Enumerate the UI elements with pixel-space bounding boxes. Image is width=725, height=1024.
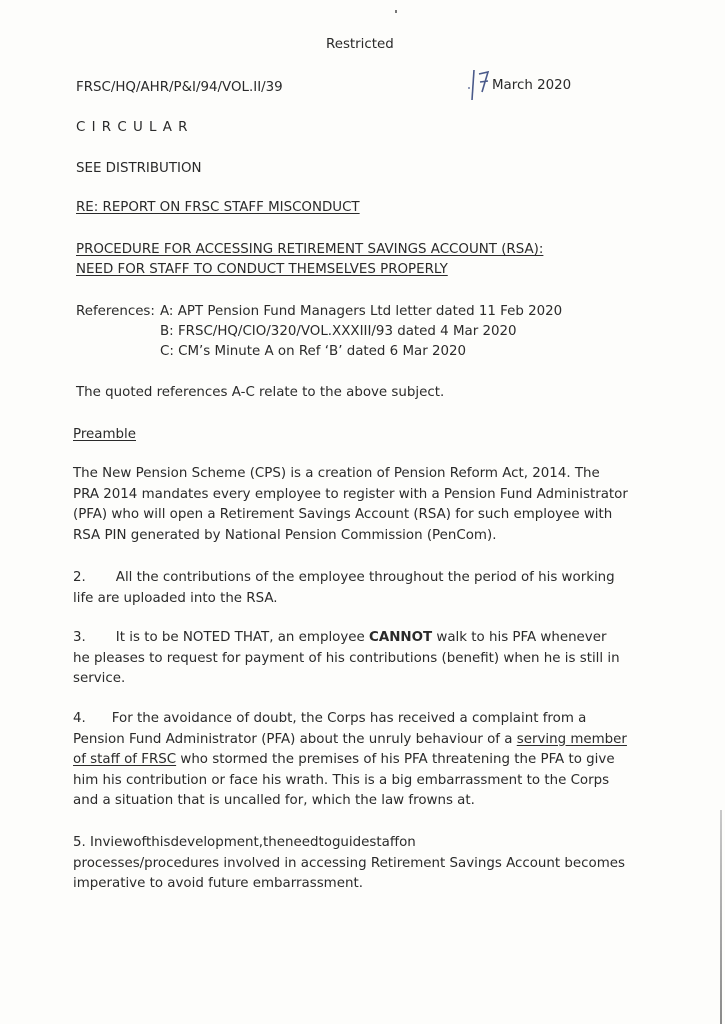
paragraph-1-line: RSA PIN generated by National Pension Commission (PenCom). bbox=[73, 527, 497, 543]
paragraph-5-word: to bbox=[318, 835, 332, 850]
scan-speck bbox=[395, 10, 397, 13]
paragraph-3-line: he pleases to request for payment of his contributions (benefit) when he is still in bbox=[73, 650, 620, 666]
paragraph-3-text: It is to be NOTED THAT, an employee bbox=[115, 630, 370, 645]
paragraph-5-line: processes/procedures involved in accessing Retirement Savings Account becomes bbox=[73, 855, 625, 871]
paragraph-number: 2. bbox=[73, 570, 86, 585]
paragraph-4-text: For the avoidance of doubt, the Corps has received a complaint from a bbox=[111, 711, 587, 726]
paragraph-3-line bbox=[73, 628, 641, 649]
reference-a: A: APT Pension Fund Managers Ltd letter dated 11 Feb 2020 bbox=[160, 304, 563, 319]
paragraph-1 bbox=[73, 464, 641, 546]
emphasis-cannot: CANNOT bbox=[369, 630, 433, 645]
paragraph-4 bbox=[73, 709, 641, 812]
paragraph-5-word: need bbox=[285, 835, 319, 850]
paragraph-4-line: and a situation that is uncalled for, which the law frowns at. bbox=[73, 793, 475, 808]
paragraph-5-line: imperative to avoid future embarrassment. bbox=[73, 876, 363, 891]
distribution-line: SEE DISTRIBUTION bbox=[76, 161, 202, 176]
circular-heading: C I R C U L A R bbox=[76, 120, 189, 135]
paragraph-4-line: him his contribution or face his wrath. This is a big embarrassment to the Corps bbox=[73, 772, 610, 788]
classification-label: Restricted bbox=[326, 37, 394, 52]
paragraph-1-line: PRA 2014 mandates every employee to register with a Pension Fund Administrator bbox=[73, 486, 628, 502]
paragraph-5-word: view bbox=[102, 835, 134, 850]
paragraph-4-line bbox=[73, 750, 641, 771]
paragraph-4-line bbox=[73, 709, 641, 730]
paragraph-1-line: (PFA) who will open a Retirement Savings Account (RSA) for such employee with bbox=[73, 507, 613, 522]
paragraph-5-word: development, bbox=[170, 835, 264, 850]
paragraph-3-line: service. bbox=[73, 671, 126, 686]
paragraph-4-text: Pension Fund Administrator (PFA) about the unruly behaviour of a bbox=[73, 731, 517, 747]
preamble-heading: Preamble bbox=[73, 427, 136, 442]
paragraph-5-word: guide bbox=[331, 835, 370, 850]
paragraph-5-line bbox=[73, 833, 641, 854]
re-line: RE: REPORT ON FRSC STAFF MISCONDUCT bbox=[76, 200, 360, 215]
paragraph-5 bbox=[73, 833, 641, 895]
scan-edge-shadow bbox=[720, 810, 722, 1024]
paragraph-5-word: of bbox=[133, 835, 146, 850]
paragraph-2-text: All the contributions of the employee throughout the period of his working bbox=[115, 570, 615, 585]
paragraph-number: 3. bbox=[73, 630, 86, 645]
paragraph-5-word: the bbox=[263, 835, 286, 850]
subject-line-1: PROCEDURE FOR ACCESSING RETIREMENT SAVINGS ACCOUNT (RSA): bbox=[76, 242, 544, 257]
underlined-phrase: serving member bbox=[516, 731, 627, 747]
paragraph-number: 5. bbox=[73, 835, 86, 850]
paragraph-2-line: life are uploaded into the RSA. bbox=[73, 590, 278, 606]
reference-c: C: CM’s Minute A on Ref ‘B’ dated 6 Mar 2020 bbox=[160, 344, 467, 359]
paragraph-5-word: In bbox=[90, 835, 103, 850]
paragraph-4-text: who stormed the premises of his PFA threatening the PFA to give bbox=[176, 752, 615, 767]
references-label: References: bbox=[76, 304, 155, 319]
paragraph-1-line: The New Pension Scheme (CPS) is a creation of Pension Reform Act, 2014. The bbox=[73, 466, 600, 481]
paragraph-number: 4. bbox=[73, 711, 86, 726]
paragraph-5-word: this bbox=[146, 835, 171, 850]
paragraph-3 bbox=[73, 628, 641, 690]
date-month-year: March 2020 bbox=[492, 78, 572, 93]
paragraph-3-text: walk to his PFA whenever bbox=[432, 630, 607, 645]
paragraph-5-word: staff bbox=[369, 835, 400, 850]
quoted-references-text: The quoted references A-C relate to the above subject. bbox=[76, 385, 445, 400]
paragraph-2 bbox=[73, 568, 641, 609]
underlined-phrase: of staff of FRSC bbox=[73, 752, 177, 767]
reference-number: FRSC/HQ/AHR/P&I/94/VOL.II/39 bbox=[76, 80, 283, 95]
subject-line-2: NEED FOR STAFF TO CONDUCT THEMSELVES PROPERLY bbox=[76, 262, 448, 277]
reference-b: B: FRSC/HQ/CIO/320/VOL.XXXIII/93 dated 4 Mar 2020 bbox=[160, 324, 517, 339]
paragraph-2-line bbox=[73, 568, 641, 589]
paragraph-4-line bbox=[73, 730, 641, 751]
paragraph-5-word: on bbox=[399, 835, 416, 850]
